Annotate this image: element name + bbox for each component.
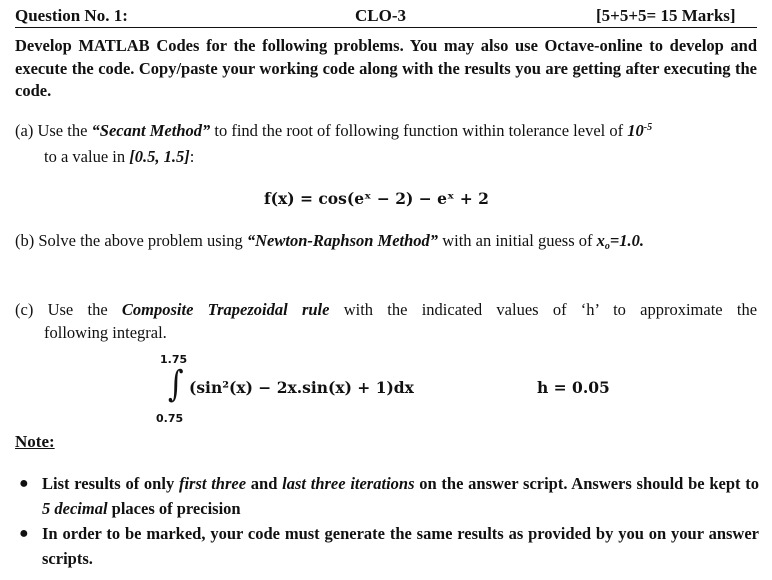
- initial-guess-value: =1.0.: [609, 231, 645, 250]
- part-a-interval: [0.5, 1.5]: [129, 147, 190, 166]
- part-c-text1: Use the: [47, 300, 108, 319]
- integrand: (sin²(x) − 2x.sin(x) + 1)dx: [189, 378, 414, 397]
- bullet1-part4: places of precision: [111, 499, 241, 518]
- bullet-icon: ●: [19, 475, 29, 492]
- bullet1-emphasis2: last three iterations: [282, 474, 415, 493]
- part-a-line2: [44, 147, 194, 167]
- part-b-line: [15, 231, 644, 251]
- marks-label: [5+5+5= 15 Marks]: [596, 6, 736, 25]
- note-heading: Note:: [15, 432, 55, 451]
- part-a-method: “Secant Method”: [91, 121, 211, 140]
- tolerance-base: 10: [627, 121, 644, 140]
- clo-label: CLO-3: [355, 6, 406, 25]
- part-a-text2: to find the root of following function within tolerance level of: [214, 121, 624, 140]
- bullet1-part2: and: [250, 474, 278, 493]
- integral-sign-icon: ∫: [168, 363, 184, 406]
- instructions: Develop MATLAB Codes for the following problems. You may also use Octave-online to develop and execute the code. Copy/paste your working code along with the results you are getting after executing the code.: [15, 36, 757, 100]
- tolerance-exponent: -5: [643, 122, 653, 133]
- part-c-rule: Composite Trapezoidal rule: [121, 300, 330, 319]
- bullet1-emphasis3: 5 decimal: [42, 499, 108, 518]
- part-c-text2: with the indicated values of ‘h’ to approximate the: [343, 300, 758, 319]
- bullet1-part3: on the answer script. Answers should be kept to: [419, 474, 759, 493]
- list-item: [14, 471, 759, 521]
- initial-guess-sub: o: [604, 241, 610, 252]
- part-a-line2-prefix: to a value in: [44, 147, 126, 166]
- function-equation: f(x) = cos(eˣ − 2) − eˣ + 2: [264, 189, 489, 208]
- part-b-method: “Newton-Raphson Method”: [246, 231, 439, 250]
- part-c-label: (c): [15, 300, 34, 319]
- bullet1-emphasis1: first three: [178, 474, 247, 493]
- note-bullet-list: [14, 471, 759, 571]
- question-number: Question No. 1:: [15, 6, 128, 25]
- part-a-label: (a): [15, 121, 34, 140]
- integral-lower-limit: 0.75: [156, 412, 184, 425]
- part-a-text1: Use the: [37, 121, 88, 140]
- part-a-line1: [15, 121, 652, 141]
- bullet1-part1: List results of only: [42, 474, 175, 493]
- part-b-text2: with an initial guess of: [442, 231, 593, 250]
- bullet-icon: ●: [19, 525, 29, 542]
- part-c-line1: [15, 300, 757, 320]
- part-a-line2-suffix: :: [189, 147, 195, 166]
- part-b-text1: Solve the above problem using: [38, 231, 243, 250]
- integral-upper-limit: 1.75: [160, 353, 188, 366]
- initial-guess-var: x: [596, 231, 605, 250]
- part-b-label: (b): [15, 231, 35, 250]
- bullet2-text: In order to be marked, your code must generate the same results as provided by you on your answer scripts.: [42, 524, 759, 568]
- part-c-line2: following integral.: [44, 323, 167, 342]
- header-rule: [15, 27, 757, 28]
- step-size-h: h = 0.05: [537, 378, 610, 397]
- list-item: [14, 521, 759, 571]
